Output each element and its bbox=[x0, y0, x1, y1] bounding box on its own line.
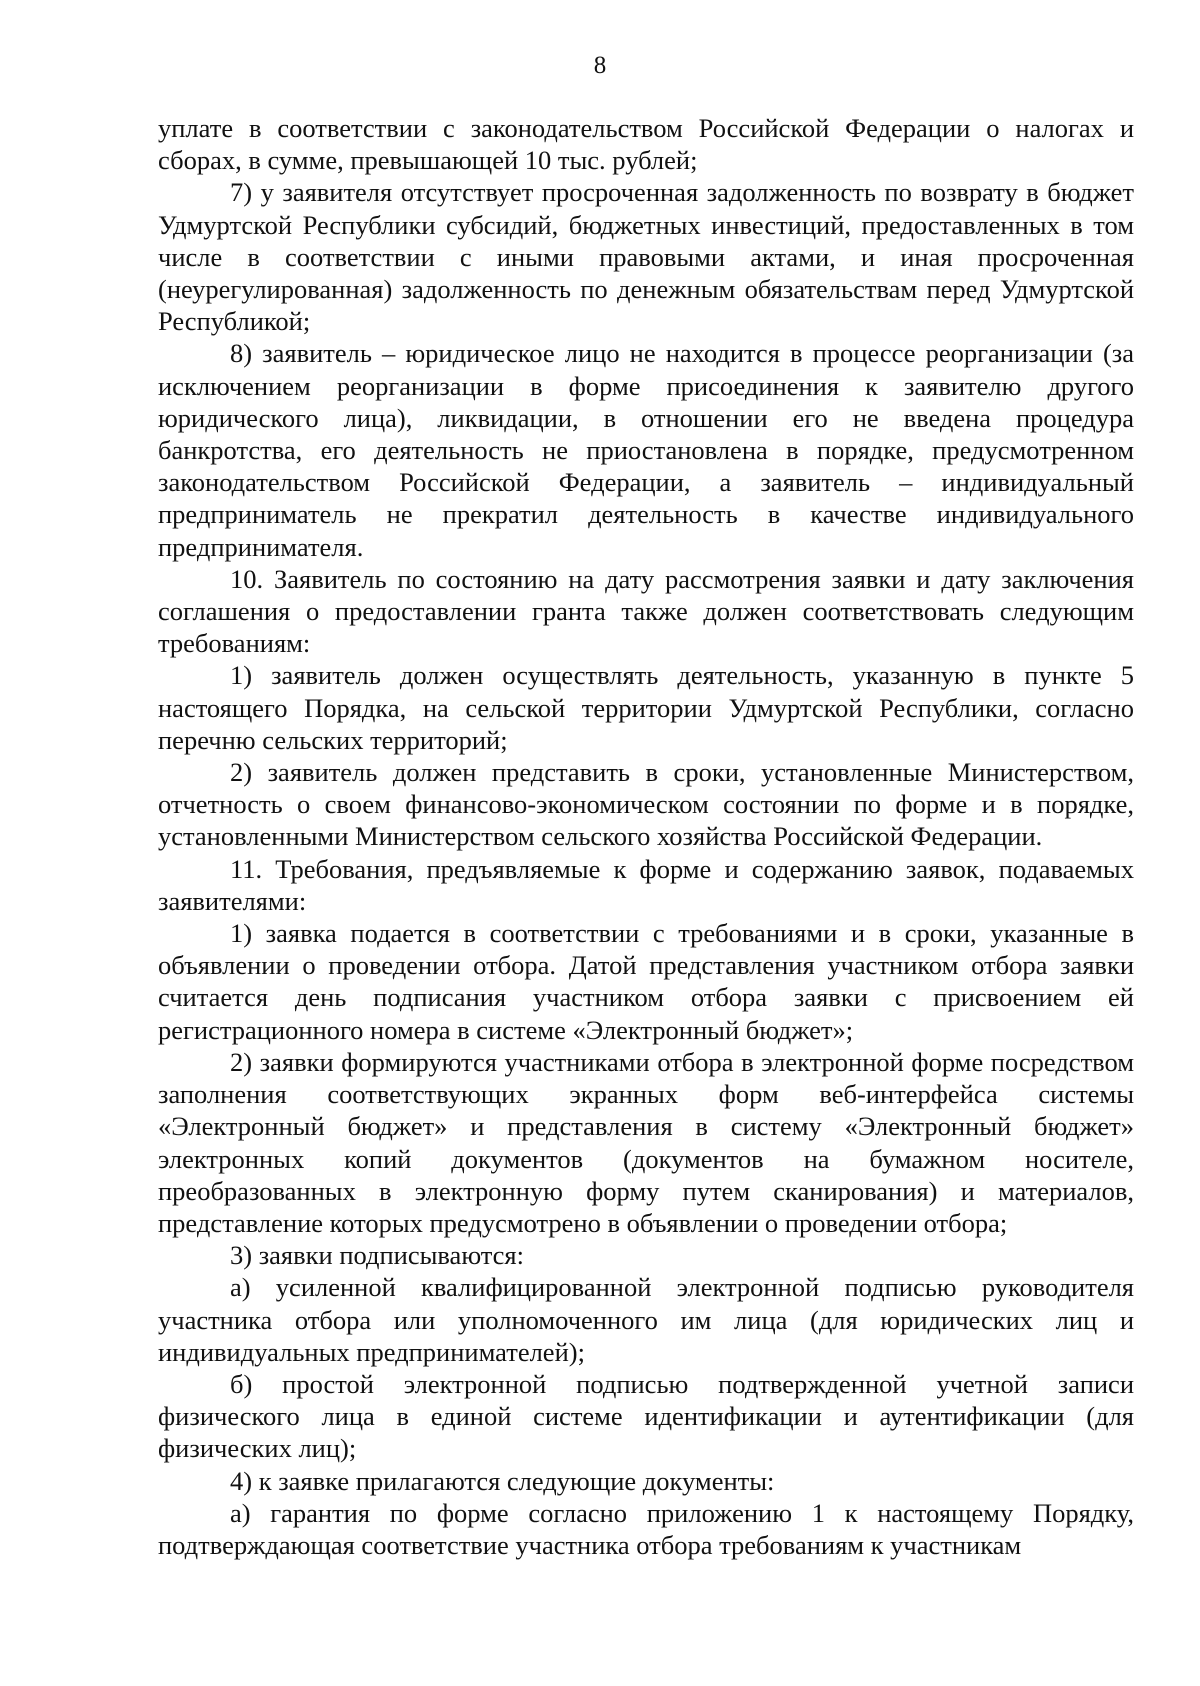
paragraph-item-7: 7) у заявителя отсутствует просроченная задолженность по возврату в бюджет Удмуртской Республики субсидий, бюджетных инвестиций, предоставленных в том числе в соответствии с иными правовыми актами, и иная просроченная (неурегулированная) задолженность по денежным обязательствам перед Удмуртской Республикой; bbox=[158, 177, 1134, 337]
document-body bbox=[158, 112, 1134, 1561]
paragraph-section-10-item-1: 1) заявитель должен осуществлять деятельность, указанную в пункте 5 настоящего Порядка, на сельской территории Удмуртской Республики, согласно перечню сельских территорий; bbox=[158, 660, 1134, 755]
paragraph-subitem-b: б) простой электронной подписью подтвержденной учетной записи физического лица в единой системе идентификации и аутентификации (для физических лиц); bbox=[158, 1368, 1134, 1464]
paragraph-section-11-item-1: 1) заявка подается в соответствии с требованиями и в сроки, указанные в объявлении о проведении отбора. Датой представления участником отбора заявки считается день подписания участником отбора заявки с присвоением ей регистрационного номера в системе «Электронный бюджет»; bbox=[158, 918, 1134, 1045]
paragraph-item-8: 8) заявитель – юридическое лицо не находится в процессе реорганизации (за исключением реорганизации в форме присоединения к заявителю другого юридического лица), ликвидации, в отношении его не введена процедура банкротства, его деятельность не приостановлена в порядке, предусмотренном законодательством Российской Федерации, а заявитель – индивидуальный предприниматель не прекратил деятельность в качестве индивидуального предпринимателя. bbox=[158, 338, 1134, 562]
paragraph-section-11-item-3: 3) заявки подписываются: bbox=[230, 1240, 524, 1271]
paragraph-section-11-item-2: 2) заявки формируются участниками отбора в электронной форме посредством заполнения соответствующих экранных форм веб-интерфейса системы «Электронный бюджет» и представления в систему «Электронный бюджет» электронных копий документов (документов на бумажном носителе, преобразованных в электронную форму путем сканирования) и материалов, представление которых предусмотрено в объявлении о проведении отбора; bbox=[158, 1046, 1134, 1238]
paragraph-continuation: уплате в соответствии с законодательством Российской Федерации о налогах и сборах, в сумме, превышающей 10 тыс. рублей; bbox=[158, 113, 1134, 176]
paragraph-section-11: 11. Требования, предъявляемые к форме и содержанию заявок, подаваемых заявителями: bbox=[158, 853, 1134, 916]
paragraph-subitem-a-guarantee: а) гарантия по форме согласно приложению 1 к настоящему Порядку, подтверждающая соответствие участника отбора требованиям к участникам bbox=[158, 1497, 1134, 1560]
paragraph-subitem-a: а) усиленной квалифицированной электронной подписью руководителя участника отбора или уполномоченного им лица (для юридических лиц и индивидуальных предпринимателей); bbox=[158, 1272, 1134, 1367]
paragraph-section-10-item-2: 2) заявитель должен представить в сроки, установленные Министерством, отчетность о своем финансово-экономическом состоянии по форме и в порядке, установленными Министерством сельского хозяйства Российской Федерации. bbox=[158, 757, 1134, 852]
paragraph-section-11-item-4: 4) к заявке прилагаются следующие документы: bbox=[230, 1465, 775, 1496]
page-number: 8 bbox=[593, 52, 607, 79]
paragraph-section-10: 10. Заявитель по состоянию на дату рассмотрения заявки и дату заключения соглашения о предоставлении гранта также должен соответствовать следующим требованиям: bbox=[158, 563, 1134, 659]
